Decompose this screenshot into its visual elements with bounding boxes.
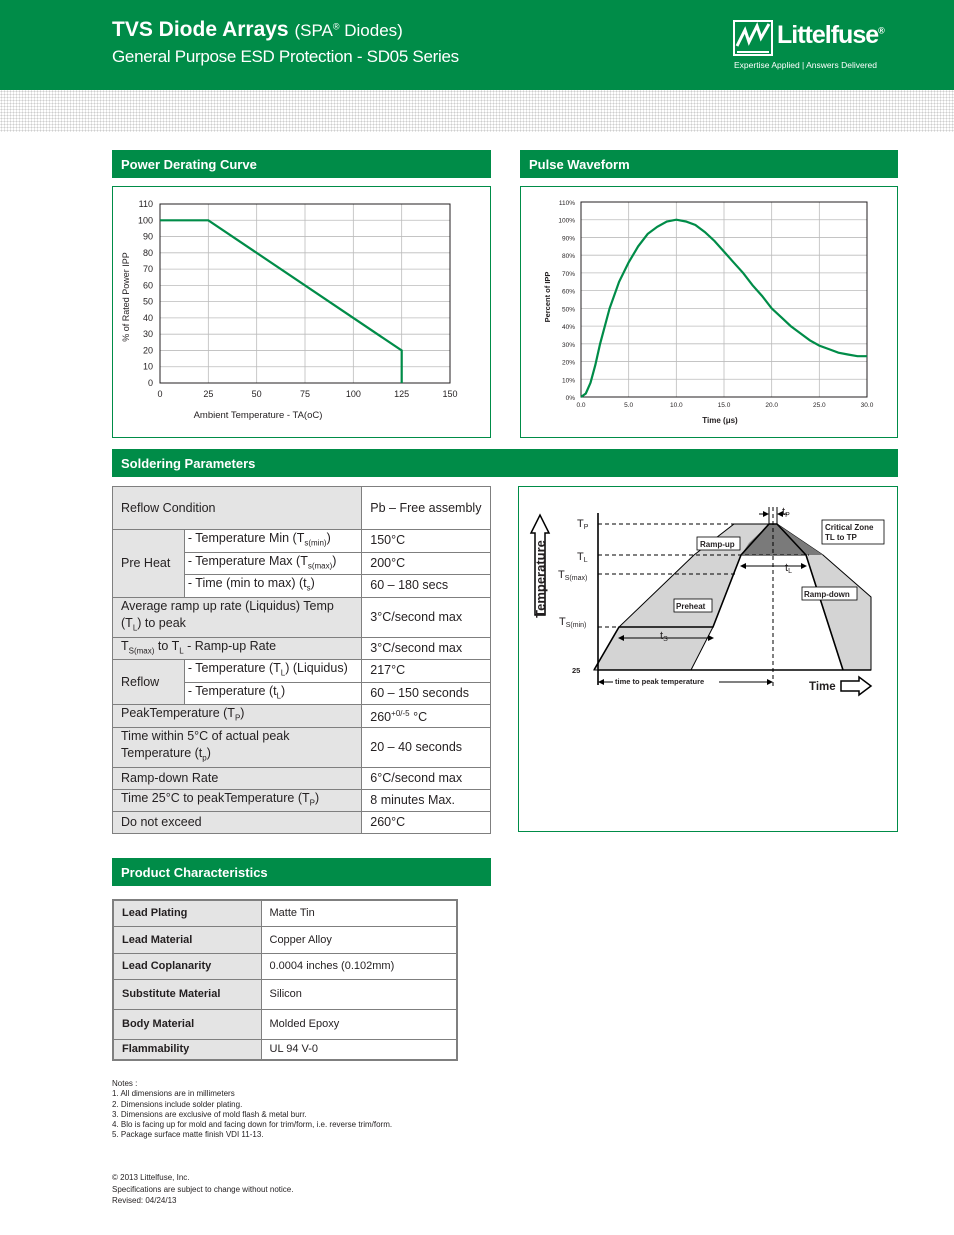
x-tick-label: 125 bbox=[394, 389, 410, 399]
x-tick-label: 20.0 bbox=[765, 402, 778, 409]
power-derating-chart bbox=[113, 187, 490, 437]
y-tick-label: 30% bbox=[561, 341, 575, 349]
y-tick-label: 20 bbox=[142, 345, 153, 356]
x-tick-label: 25.0 bbox=[813, 402, 826, 409]
preheat-time-value: 60 – 180 secs bbox=[362, 575, 491, 598]
avg-ramp-value: 3°C/second max bbox=[362, 597, 491, 637]
ramp-up-label: Ramp-up bbox=[700, 540, 735, 549]
product-characteristics-table bbox=[112, 899, 458, 1061]
notes-title: Notes : bbox=[112, 1079, 138, 1088]
ramp-down-label: Ramp-down bbox=[804, 590, 850, 599]
dot-pattern-band bbox=[0, 90, 954, 132]
x-tick-label: 0.0 bbox=[576, 402, 586, 409]
tsmax-level-label: TS(max) bbox=[558, 569, 588, 582]
tmax-value: 200°C bbox=[362, 552, 491, 575]
property-label: Lead Coplanarity bbox=[113, 953, 261, 979]
x-tick-label: 30.0 bbox=[860, 402, 874, 409]
y25-label: 25 bbox=[572, 666, 581, 675]
time-25-to-peak-label: Time 25°C to peakTemperature $(T_P)$ bbox=[113, 789, 362, 812]
peak-temp-label: PeakTemperature $(T_P)$ bbox=[113, 705, 362, 728]
critical-zone-label: Critical Zone bbox=[825, 523, 874, 532]
y-tick-label: 40 bbox=[142, 312, 153, 323]
property-value: Copper Alloy bbox=[261, 926, 457, 953]
property-value: 0.0004 inches (0.102mm) bbox=[261, 953, 457, 979]
table-row bbox=[113, 900, 457, 926]
y-tick-label: 60% bbox=[561, 288, 575, 296]
reflow-condition-value: Pb – Free assembly bbox=[362, 487, 491, 530]
y-tick-label: 0% bbox=[565, 395, 575, 402]
liquidus-temp-value: 217°C bbox=[362, 660, 491, 683]
y-tick-label: 50% bbox=[561, 306, 575, 314]
tp-level-label: TP bbox=[577, 518, 589, 531]
y-tick-label: 110% bbox=[558, 200, 575, 207]
table-row bbox=[113, 1009, 457, 1039]
time-axis-label: Time bbox=[809, 681, 836, 693]
avg-ramp-label: Average ramp up rate (Liquidus) Temp $(T_L)$ to peak bbox=[113, 597, 362, 637]
do-not-exceed-label: Do not exceed bbox=[113, 812, 362, 834]
tmin-label: - Temperature Min $(T_{s(min)})$ bbox=[184, 530, 361, 553]
property-value: Silicon bbox=[261, 979, 457, 1009]
property-value: Matte Tin bbox=[261, 900, 457, 926]
document-subtitle: General Purpose ESD Protection - SD05 Series bbox=[112, 47, 459, 66]
table-row bbox=[113, 530, 491, 553]
reflow-profile-diagram bbox=[519, 487, 897, 831]
table-row bbox=[113, 979, 457, 1009]
page-header bbox=[0, 0, 954, 90]
section-pulse-waveform: Pulse Waveform bbox=[520, 150, 898, 178]
property-label: Substitute Material bbox=[113, 979, 261, 1009]
y-tick-label: 80 bbox=[142, 247, 153, 258]
do-not-exceed-value: 260°C bbox=[362, 812, 491, 834]
reflow-condition-label: Reflow Condition bbox=[113, 487, 362, 530]
liquidus-time-label: - Temperature $(t_L)$ bbox=[184, 682, 361, 705]
logo-tagline: Expertise Applied | Answers Delivered bbox=[734, 60, 878, 70]
tmax-label: - Temperature Max $(T_{s(max)})$ bbox=[184, 552, 361, 575]
y-axis-label: % of Rated Power IPP bbox=[121, 252, 131, 342]
logo-wordmark: Littelfuse® bbox=[777, 21, 884, 49]
time-within-peak-value: 20 – 40 seconds bbox=[362, 727, 491, 767]
x-tick-label: 75 bbox=[299, 389, 311, 399]
table-row bbox=[113, 660, 491, 683]
x-tick-label: 5.0 bbox=[624, 402, 634, 409]
table-row bbox=[113, 705, 491, 728]
y-tick-label: 10 bbox=[142, 361, 153, 372]
y-tick-label: 70 bbox=[142, 264, 153, 275]
littelfuse-logo bbox=[733, 20, 903, 75]
table-row bbox=[113, 1039, 457, 1060]
tl-level-label: TL bbox=[577, 551, 588, 564]
table-row bbox=[113, 953, 457, 979]
reflow-profile-box bbox=[518, 486, 898, 832]
table-row bbox=[113, 727, 491, 767]
document-title: TVS Diode Arrays (SPA® Diodes) bbox=[112, 18, 403, 41]
note-item: 1. All dimensions are in millimeters bbox=[112, 1089, 235, 1099]
preheat-label: Pre Heat bbox=[113, 530, 185, 598]
time-to-peak-label: time to peak temperature bbox=[615, 677, 705, 686]
section-soldering-parameters: Soldering Parameters bbox=[112, 449, 898, 477]
y-tick-label: 60 bbox=[142, 280, 153, 291]
table-row bbox=[113, 637, 491, 660]
y-tick-label: 40% bbox=[561, 324, 575, 332]
property-label: Lead Material bbox=[113, 926, 261, 953]
notes-block bbox=[112, 1079, 392, 1141]
liquidus-time-value: 60 – 150 seconds bbox=[362, 682, 491, 705]
y-tick-label: 30 bbox=[142, 329, 153, 340]
x-tick-label: 25 bbox=[203, 389, 214, 399]
table-row bbox=[113, 789, 491, 812]
x-tick-label: 50 bbox=[251, 389, 262, 399]
y-tick-label: 0 bbox=[147, 378, 153, 388]
preheat-label: Preheat bbox=[676, 602, 706, 611]
section-power-derating: Power Derating Curve bbox=[112, 150, 491, 178]
tmin-value: 150°C bbox=[362, 530, 491, 553]
liquidus-temp-label: - Temperature $(T_L)$ (Liquidus) bbox=[184, 660, 361, 683]
property-label: Lead Plating bbox=[113, 900, 261, 926]
x-tick-label: 15.0 bbox=[717, 402, 731, 409]
soldering-parameters-table bbox=[112, 486, 491, 834]
ts-to-tl-value: 3°C/second max bbox=[362, 637, 491, 660]
x-tick-label: 10.0 bbox=[670, 402, 683, 409]
note-item: 3. Dimensions are exclusive of mold flash & metal burr. bbox=[112, 1109, 307, 1119]
x-tick-label: 0 bbox=[157, 389, 163, 399]
table-row bbox=[113, 926, 457, 953]
pulse-waveform-chart bbox=[521, 187, 897, 437]
x-axis-label: Time (μs) bbox=[702, 416, 738, 425]
time-within-peak-label: Time within 5°C of actual peak Temperature $(t_p)$ bbox=[113, 727, 362, 767]
y-tick-label: 10% bbox=[561, 377, 575, 385]
rampdown-label: Ramp-down Rate bbox=[113, 767, 362, 789]
property-label: Flammability bbox=[113, 1039, 261, 1060]
y-tick-label: 70% bbox=[561, 270, 575, 278]
table-row bbox=[113, 487, 491, 530]
y-tick-label: 110 bbox=[138, 199, 153, 209]
tp-duration-label: tP bbox=[782, 506, 790, 519]
table-row bbox=[113, 767, 491, 789]
y-tick-label: 80% bbox=[561, 253, 575, 261]
revision-date: Revised: 04/24/13 bbox=[112, 1196, 177, 1205]
property-label: Body Material bbox=[113, 1009, 261, 1039]
pulse-waveform-chart-box bbox=[520, 186, 898, 438]
note-item: 2. Dimensions include solder plating. bbox=[112, 1099, 243, 1109]
rampdown-value: 6°C/second max bbox=[362, 767, 491, 789]
preheat-time-label: - Time (min to max) $(t_s)$ bbox=[184, 575, 361, 598]
table-row bbox=[113, 812, 491, 834]
y-tick-label: 100% bbox=[558, 217, 575, 225]
y-tick-label: 100 bbox=[137, 215, 153, 226]
tsmin-level-label: TS(min) bbox=[559, 616, 587, 629]
copyright-text: © 2013 Littelfuse, Inc. bbox=[112, 1173, 190, 1182]
fuse-logo-icon bbox=[733, 20, 773, 56]
spec-notice: Specifications are subject to change without notice. bbox=[112, 1184, 294, 1194]
peak-temp-value: $260^{+0/-5}$ °C bbox=[362, 705, 491, 728]
property-value: Molded Epoxy bbox=[261, 1009, 457, 1039]
page-footer bbox=[112, 1172, 293, 1207]
note-item: 4. Blo is facing up for mold and facing down for trim/form, i.e. reverse trim/form. bbox=[112, 1120, 393, 1130]
critical-zone-range-label: TL to TP bbox=[825, 533, 857, 542]
y-tick-label: 90% bbox=[561, 235, 575, 243]
temperature-axis-label: Temperature bbox=[533, 540, 548, 618]
x-tick-label: 100 bbox=[345, 389, 361, 399]
property-value: UL 94 V-0 bbox=[261, 1039, 457, 1060]
y-tick-label: 50 bbox=[142, 296, 153, 307]
table-row bbox=[113, 597, 491, 637]
y-axis-label: Percent of IPP bbox=[543, 271, 552, 323]
ts-duration-label: tS bbox=[660, 630, 668, 643]
x-tick-label: 150 bbox=[442, 389, 458, 399]
x-axis-label: Ambient Temperature - TA(oC) bbox=[193, 410, 323, 421]
power-derating-chart-box bbox=[112, 186, 491, 438]
time-arrow-icon bbox=[841, 677, 871, 695]
y-tick-label: 90 bbox=[142, 231, 153, 242]
reflow-label: Reflow bbox=[113, 660, 185, 705]
y-tick-label: 20% bbox=[561, 359, 575, 367]
ts-to-tl-label: $T_{S(max)}$ to $T_L$ - Ramp-up Rate bbox=[113, 637, 362, 660]
tl-duration-label: tL bbox=[785, 562, 792, 575]
note-item: 5. Package surface matte finish VDI 11-13. bbox=[112, 1130, 264, 1140]
time-25-to-peak-value: 8 minutes Max. bbox=[362, 789, 491, 812]
section-product-characteristics: Product Characteristics bbox=[112, 858, 491, 886]
